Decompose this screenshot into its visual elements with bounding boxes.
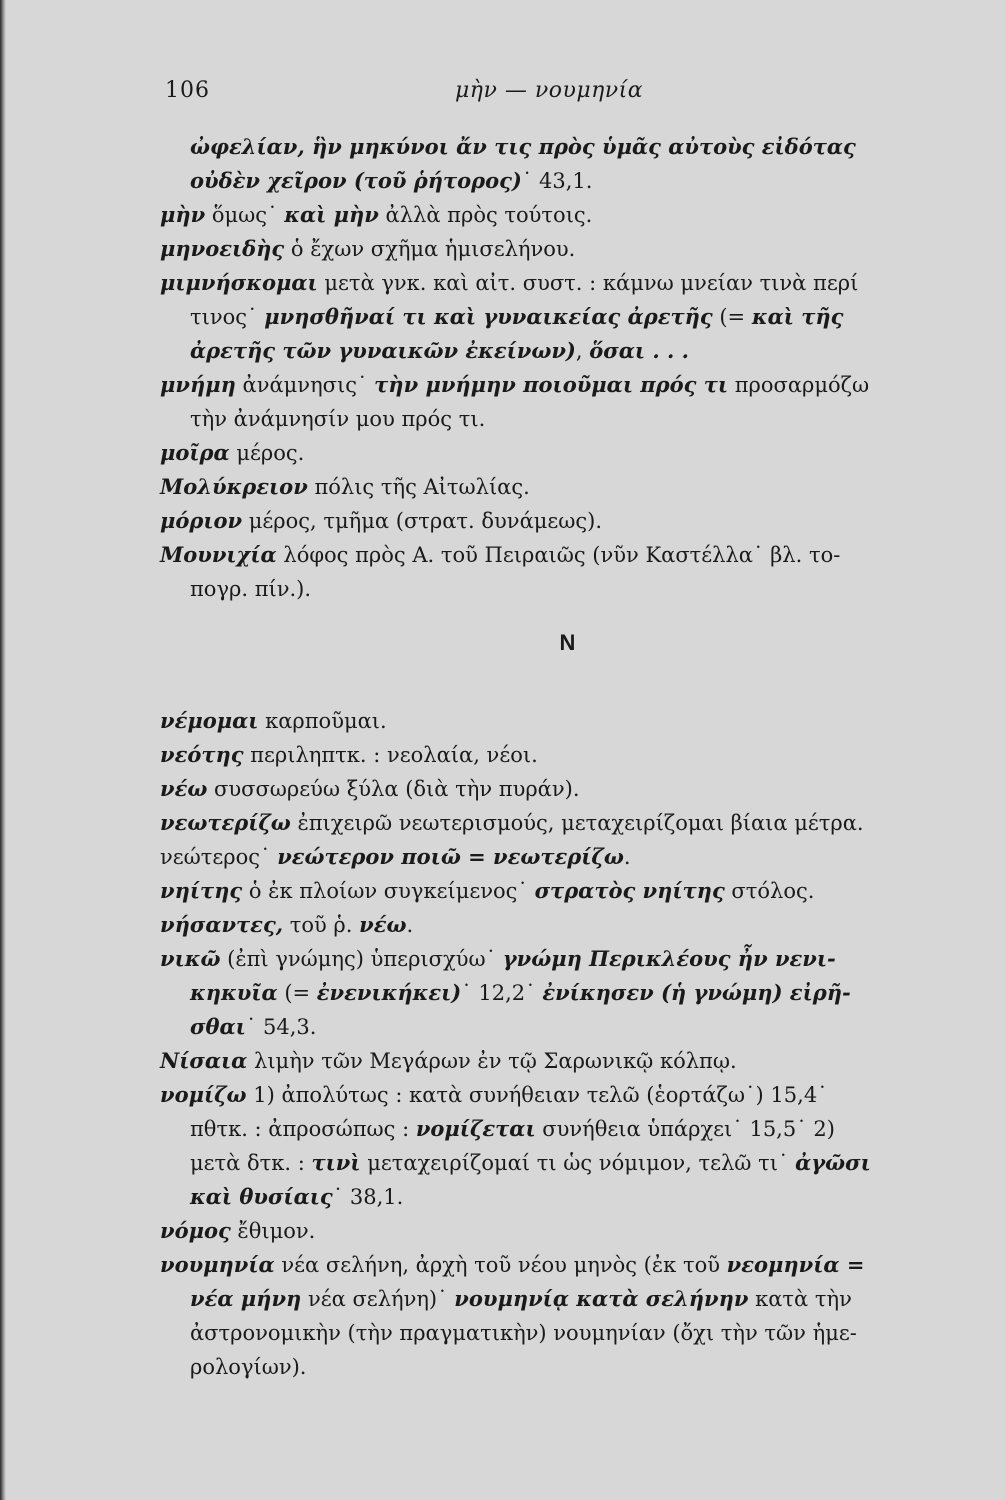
entry-headword: νομίζω: [160, 1082, 247, 1107]
entry-text: τοῦ ῥ.: [283, 913, 360, 937]
entry-line: [160, 232, 965, 266]
entry-line: [160, 470, 965, 504]
entry-headword: τὴν μνήμην ποιοῦμαι πρός τι: [374, 372, 729, 397]
entry-text: ˙ 54,3.: [245, 1015, 317, 1039]
entry-text: ἀστρονομικὴν (τὴν πραγματικὴν) νουμηνίαν (ὄχι τὴν τῶν ἡμε-: [190, 1321, 857, 1345]
entry-line: [160, 1282, 965, 1316]
entry-text: .: [406, 913, 414, 937]
entry-headword: νεωτερίζω: [160, 810, 291, 835]
entry-line: [160, 164, 965, 198]
entry-text: νεώτερος˙: [160, 845, 278, 869]
entry-line: [160, 572, 965, 606]
entry-text: μετὰ δτκ. :: [190, 1151, 312, 1175]
entry-text: λόφος πρὸς Α. τοῦ Πειραιῶς (νῦν Καστέλλα˙ βλ. το-: [276, 543, 841, 567]
entry-headword: νεώτερον ποιῶ = νεωτερίζω: [277, 844, 624, 869]
entry-headword: ἐνενικήκει): [316, 980, 462, 1005]
entry-headword: νήσαντες,: [160, 912, 284, 937]
entry-headword: ἐνίκησεν (ἡ γνώμη) εἰρῆ-: [542, 980, 851, 1005]
entry-line: [160, 1248, 965, 1282]
entry-text: ἀνάμνησις˙: [235, 373, 375, 397]
entry-text: νέα σελήνη, ἀρχὴ τοῦ νέου μηνὸς (ἐκ τοῦ: [274, 1253, 727, 1277]
entry-headword: τινὶ: [311, 1150, 361, 1175]
entry-headword: γνώμη Περικλέους ἦν νενι-: [502, 946, 836, 971]
entry-text: τινος˙: [190, 305, 265, 329]
entry-line: [160, 1316, 965, 1350]
entry-text: πθτκ. : ἀπροσώπως :: [190, 1117, 416, 1141]
entry-line: [160, 704, 965, 738]
entry-line: [160, 130, 965, 164]
entry-text: ˙ 12,2˙: [461, 981, 543, 1005]
entry-line: [160, 198, 965, 232]
entry-line: [160, 300, 965, 334]
entry-headword: ἀρετῆς τῶν γυναικῶν ἐκείνων): [190, 338, 576, 363]
section-letter: Ν: [559, 630, 576, 655]
entry-headword: μνήμη: [160, 372, 236, 397]
entry-text: νέα σελήνη)˙: [301, 1287, 455, 1311]
entry-line: [160, 1214, 965, 1248]
entry-line: [160, 538, 965, 572]
entry-headword: ἀγῶσι: [795, 1150, 871, 1175]
entry-headword: νέω: [160, 776, 208, 801]
entry-headword: νικῶ: [160, 946, 221, 971]
glossary-body: [160, 130, 965, 1384]
entry-text: τὴν ἀνάμνησίν μου πρός τι.: [190, 407, 486, 431]
page-edge: [0, 0, 6, 1500]
entry-text: (ἐπὶ γνώμης) ὑπερισχύω˙: [220, 947, 503, 971]
entry-text: .: [623, 845, 631, 869]
entry-text: πόλις τῆς Αἰτωλίας.: [307, 475, 530, 499]
entry-headword: νουμηνία: [160, 1252, 275, 1277]
entry-headword: Μουνιχία: [160, 542, 277, 567]
entry-text: στόλος.: [724, 879, 815, 903]
entries-before: [160, 130, 965, 606]
entry-headword: Νίσαια: [160, 1048, 248, 1073]
entry-line: [160, 874, 965, 908]
entry-headword: καὶ τῆς: [751, 304, 844, 329]
entry-text: καρποῦμαι.: [258, 709, 387, 733]
entry-line: [160, 1350, 965, 1384]
entry-text: ὁ ἔχων σχῆμα ἡμισελήνου.: [284, 237, 576, 261]
entry-headword: νέμομαι: [160, 708, 259, 733]
entry-text: συνήθεια ὑπάρχει˙ 15,5˙ 2): [535, 1117, 835, 1141]
entry-line: [160, 772, 965, 806]
page-number: 106: [165, 78, 210, 103]
entry-line: [160, 908, 965, 942]
entry-text: ἔθιμον.: [230, 1219, 316, 1243]
entry-line: [160, 1044, 965, 1078]
entry-headword: μὴν: [160, 202, 206, 227]
entry-text: μεταχειρίζομαί τι ὡς νόμιμον, τελῶ τι˙: [360, 1151, 796, 1175]
entry-headword: μνησθῆναί τι καὶ γυναικείας ἀρετῆς: [264, 304, 713, 329]
entry-text: μέρος.: [229, 441, 305, 465]
entry-line: [160, 504, 965, 538]
entry-text: ,: [575, 339, 590, 363]
entry-headword: μόριον: [160, 508, 243, 533]
entry-headword: ὅσαι . . .: [589, 338, 689, 363]
entry-headword: οὐδὲν χεῖρον (τοῦ ῥήτορος): [190, 168, 522, 193]
entry-line: [160, 806, 965, 840]
entry-text: λιμὴν τῶν Μεγάρων ἐν τῷ Σαρωνικῷ κόλπῳ.: [247, 1049, 737, 1073]
entry-headword: σθαι: [190, 1014, 246, 1039]
entry-line: [160, 436, 965, 470]
entry-text: ˙ 38,1.: [332, 1185, 404, 1209]
entry-text: ἀλλὰ πρὸς τούτοις.: [378, 203, 593, 227]
entry-line: [160, 334, 965, 368]
entry-headword: στρατὸς νηίτης: [534, 878, 725, 903]
entry-headword: νέω: [359, 912, 407, 937]
entry-text: (=: [277, 981, 317, 1005]
entry-line: [160, 1180, 965, 1214]
entry-headword: νεότης: [160, 742, 244, 767]
entry-headword: Μολύκρειον: [160, 474, 308, 499]
entry-headword: μιμνήσκομαι: [160, 270, 318, 295]
entry-headword: καὶ θυσίαις: [190, 1184, 333, 1209]
page-header: [165, 78, 915, 108]
entry-headword: νεομηνία =: [726, 1252, 865, 1277]
entry-headword: νέα μήνη: [190, 1286, 302, 1311]
entry-headword: νηίτης: [160, 878, 243, 903]
entry-text: συσσωρεύω ξύλα (διὰ τὴν πυράν).: [207, 777, 580, 801]
entry-text: ˙ 43,1.: [521, 169, 593, 193]
entry-line: [160, 368, 965, 402]
entry-line: [160, 976, 965, 1010]
entry-line: [160, 942, 965, 976]
entry-text: μετὰ γνκ. καὶ αἰτ. συστ. : κάμνω μνείαν τινὰ περί: [317, 271, 859, 295]
entry-text: μέρος, τμῆμα (στρατ. δυνάμεως).: [242, 509, 603, 533]
entry-text: ὅμως˙: [205, 203, 285, 227]
entry-text: προσαρμόζω: [728, 373, 870, 397]
entries-after: [160, 704, 965, 1384]
entry-text: κατὰ τὴν: [748, 1287, 852, 1311]
running-head: μὴν — νουμηνία: [455, 78, 644, 103]
entry-headword: ὠφελίαν, ἣν μηκύνοι ἄν τις πρὸς ὑμᾶς αὐτοὺς εἰδότας: [190, 134, 856, 159]
entry-text: ρολογίων).: [190, 1355, 307, 1379]
entry-line: [160, 840, 965, 874]
entry-headword: καὶ μὴν: [284, 202, 379, 227]
entry-headword: νουμηνίᾳ κατὰ σελήνην: [454, 1286, 749, 1311]
entry-line: [160, 1146, 965, 1180]
entry-line: [160, 402, 965, 436]
entry-headword: κηκυῖα: [190, 980, 278, 1005]
entry-text: ἐπιχειρῶ νεωτερισμούς, μεταχειρίζομαι βίαια μέτρα.: [290, 811, 864, 835]
entry-line: [160, 1078, 965, 1112]
entry-headword: μοῖρα: [160, 440, 230, 465]
entry-line: [160, 1010, 965, 1044]
entry-text: πογρ. πίν.).: [190, 577, 312, 601]
entry-text: ὁ ἐκ πλοίων συγκείμενος˙: [242, 879, 535, 903]
entry-text: (=: [712, 305, 752, 329]
entry-headword: μηνοειδὴς: [160, 236, 285, 261]
entry-line: [160, 738, 965, 772]
entry-text: 1) ἀπολύτως : κατὰ συνήθειαν τελῶ (ἑορτάζω˙) 15,4˙: [246, 1083, 828, 1107]
entry-text: περιληπτκ. : νεολαία, νέοι.: [243, 743, 538, 767]
entry-line: [160, 1112, 965, 1146]
entry-headword: νομίζεται: [415, 1116, 536, 1141]
entry-line: [160, 266, 965, 300]
entry-headword: νόμος: [160, 1218, 231, 1243]
